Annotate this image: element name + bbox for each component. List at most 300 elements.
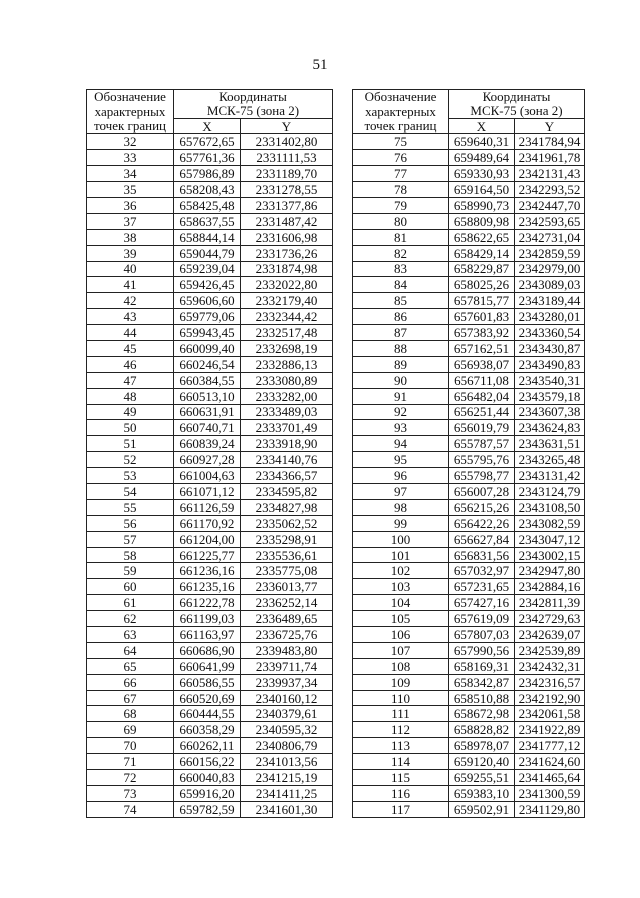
y-coordinate: 2331874,98 bbox=[241, 261, 333, 277]
x-coordinate: 660631,91 bbox=[174, 404, 241, 420]
table-row bbox=[353, 801, 585, 817]
table-row bbox=[87, 770, 333, 786]
table-row bbox=[87, 627, 333, 643]
y-coordinate: 2333489,03 bbox=[241, 404, 333, 420]
point-number: 55 bbox=[87, 499, 174, 515]
y-coordinate: 2336252,14 bbox=[241, 595, 333, 611]
y-coordinate: 2341777,12 bbox=[515, 738, 585, 754]
x-coordinate: 659779,06 bbox=[174, 309, 241, 325]
y-coordinate: 2343607,38 bbox=[515, 404, 585, 420]
y-coordinate: 2332344,42 bbox=[241, 309, 333, 325]
x-coordinate: 660641,99 bbox=[174, 658, 241, 674]
point-number: 108 bbox=[353, 658, 449, 674]
point-label-header: Обозначение характерных точек границ bbox=[87, 90, 174, 134]
table-row bbox=[87, 340, 333, 356]
y-coordinate: 2342729,63 bbox=[515, 611, 585, 627]
point-number: 38 bbox=[87, 229, 174, 245]
y-coordinate: 2343280,01 bbox=[515, 309, 585, 325]
x-coordinate: 659606,60 bbox=[174, 293, 241, 309]
y-coordinate: 2331377,86 bbox=[241, 197, 333, 213]
table-row bbox=[353, 372, 585, 388]
x-coordinate: 660740,71 bbox=[174, 420, 241, 436]
point-number: 53 bbox=[87, 468, 174, 484]
point-number: 114 bbox=[353, 754, 449, 770]
y-coordinate: 2333701,49 bbox=[241, 420, 333, 436]
table-row bbox=[87, 595, 333, 611]
y-coordinate: 2342432,31 bbox=[515, 658, 585, 674]
y-column-header: Y bbox=[241, 119, 333, 134]
x-coordinate: 661235,16 bbox=[174, 579, 241, 595]
table-row bbox=[353, 309, 585, 325]
y-coordinate: 2342539,89 bbox=[515, 642, 585, 658]
point-number: 64 bbox=[87, 642, 174, 658]
table-row bbox=[87, 579, 333, 595]
point-number: 100 bbox=[353, 531, 449, 547]
y-coordinate: 2343631,51 bbox=[515, 436, 585, 452]
point-number: 85 bbox=[353, 293, 449, 309]
x-coordinate: 659782,59 bbox=[174, 801, 241, 817]
table-row bbox=[87, 134, 333, 150]
x-coordinate: 656831,56 bbox=[449, 547, 515, 563]
point-number: 36 bbox=[87, 197, 174, 213]
y-coordinate: 2343082,59 bbox=[515, 515, 585, 531]
point-number: 34 bbox=[87, 166, 174, 182]
table-row bbox=[87, 801, 333, 817]
point-number: 40 bbox=[87, 261, 174, 277]
point-number: 79 bbox=[353, 197, 449, 213]
point-number: 102 bbox=[353, 563, 449, 579]
y-coordinate: 2342859,59 bbox=[515, 245, 585, 261]
table-row bbox=[353, 706, 585, 722]
point-number: 82 bbox=[353, 245, 449, 261]
x-coordinate: 660156,22 bbox=[174, 754, 241, 770]
point-number: 37 bbox=[87, 213, 174, 229]
y-coordinate: 2342293,52 bbox=[515, 182, 585, 198]
point-number: 94 bbox=[353, 436, 449, 452]
point-number: 84 bbox=[353, 277, 449, 293]
x-coordinate: 659489,64 bbox=[449, 150, 515, 166]
y-coordinate: 2343579,18 bbox=[515, 388, 585, 404]
table-row bbox=[353, 468, 585, 484]
table-row bbox=[353, 452, 585, 468]
y-coordinate: 2334827,98 bbox=[241, 499, 333, 515]
point-number: 110 bbox=[353, 690, 449, 706]
y-coordinate: 2340595,32 bbox=[241, 722, 333, 738]
table-body bbox=[353, 134, 585, 817]
point-number: 61 bbox=[87, 595, 174, 611]
x-coordinate: 660384,55 bbox=[174, 372, 241, 388]
point-number: 91 bbox=[353, 388, 449, 404]
point-number: 74 bbox=[87, 801, 174, 817]
table-row bbox=[353, 245, 585, 261]
y-coordinate: 2340379,61 bbox=[241, 706, 333, 722]
table-row bbox=[87, 229, 333, 245]
point-number: 109 bbox=[353, 674, 449, 690]
y-coordinate: 2339483,80 bbox=[241, 642, 333, 658]
y-coordinate: 2335062,52 bbox=[241, 515, 333, 531]
table-row bbox=[353, 547, 585, 563]
y-column-header: Y bbox=[515, 119, 585, 134]
table-row bbox=[353, 674, 585, 690]
x-coordinate: 656019,79 bbox=[449, 420, 515, 436]
point-number: 69 bbox=[87, 722, 174, 738]
table-row bbox=[87, 372, 333, 388]
point-number: 63 bbox=[87, 627, 174, 643]
x-coordinate: 660520,69 bbox=[174, 690, 241, 706]
x-coordinate: 658342,87 bbox=[449, 674, 515, 690]
y-coordinate: 2341961,78 bbox=[515, 150, 585, 166]
y-coordinate: 2331189,70 bbox=[241, 166, 333, 182]
point-number: 98 bbox=[353, 499, 449, 515]
y-coordinate: 2332022,80 bbox=[241, 277, 333, 293]
x-coordinate: 660686,90 bbox=[174, 642, 241, 658]
y-coordinate: 2333918,90 bbox=[241, 436, 333, 452]
table-row bbox=[353, 277, 585, 293]
table-row bbox=[87, 182, 333, 198]
table-row bbox=[353, 579, 585, 595]
x-column-header: X bbox=[174, 119, 241, 134]
y-coordinate: 2334140,76 bbox=[241, 452, 333, 468]
table-row bbox=[353, 642, 585, 658]
coordinates-table-left bbox=[86, 89, 333, 818]
x-coordinate: 661071,12 bbox=[174, 484, 241, 500]
x-coordinate: 660927,28 bbox=[174, 452, 241, 468]
table-row bbox=[353, 785, 585, 801]
table-row bbox=[87, 213, 333, 229]
table-row bbox=[87, 166, 333, 182]
table-row bbox=[87, 261, 333, 277]
table-row bbox=[353, 738, 585, 754]
x-coordinate: 661004,63 bbox=[174, 468, 241, 484]
x-coordinate: 658229,87 bbox=[449, 261, 515, 277]
point-number: 47 bbox=[87, 372, 174, 388]
x-coordinate: 659120,40 bbox=[449, 754, 515, 770]
table-row bbox=[353, 595, 585, 611]
x-coordinate: 658672,98 bbox=[449, 706, 515, 722]
x-coordinate: 658169,31 bbox=[449, 658, 515, 674]
x-coordinate: 657761,36 bbox=[174, 150, 241, 166]
table-row bbox=[87, 738, 333, 754]
y-coordinate: 2342947,80 bbox=[515, 563, 585, 579]
x-coordinate: 656251,44 bbox=[449, 404, 515, 420]
y-coordinate: 2342639,07 bbox=[515, 627, 585, 643]
x-coordinate: 660040,83 bbox=[174, 770, 241, 786]
x-coordinate: 658510,88 bbox=[449, 690, 515, 706]
table-row bbox=[353, 627, 585, 643]
x-coordinate: 656007,28 bbox=[449, 484, 515, 500]
point-number: 67 bbox=[87, 690, 174, 706]
x-coordinate: 658809,98 bbox=[449, 213, 515, 229]
x-coordinate: 658978,07 bbox=[449, 738, 515, 754]
table-row bbox=[87, 245, 333, 261]
y-coordinate: 2334366,57 bbox=[241, 468, 333, 484]
point-number: 75 bbox=[353, 134, 449, 150]
y-coordinate: 2335536,61 bbox=[241, 547, 333, 563]
y-coordinate: 2341624,60 bbox=[515, 754, 585, 770]
point-number: 93 bbox=[353, 420, 449, 436]
x-coordinate: 659044,79 bbox=[174, 245, 241, 261]
point-number: 56 bbox=[87, 515, 174, 531]
table-row bbox=[87, 388, 333, 404]
point-number: 80 bbox=[353, 213, 449, 229]
point-number: 87 bbox=[353, 325, 449, 341]
y-coordinate: 2341465,64 bbox=[515, 770, 585, 786]
point-number: 51 bbox=[87, 436, 174, 452]
table-row bbox=[87, 531, 333, 547]
y-coordinate: 2336013,77 bbox=[241, 579, 333, 595]
y-coordinate: 2342811,39 bbox=[515, 595, 585, 611]
point-number: 60 bbox=[87, 579, 174, 595]
point-number: 115 bbox=[353, 770, 449, 786]
point-label-header: Обозначение характерных точек границ bbox=[353, 90, 449, 134]
table-row bbox=[353, 499, 585, 515]
table-row bbox=[87, 658, 333, 674]
point-number: 107 bbox=[353, 642, 449, 658]
point-number: 112 bbox=[353, 722, 449, 738]
point-number: 103 bbox=[353, 579, 449, 595]
y-coordinate: 2335775,08 bbox=[241, 563, 333, 579]
y-coordinate: 2343131,42 bbox=[515, 468, 585, 484]
y-coordinate: 2343430,87 bbox=[515, 340, 585, 356]
y-coordinate: 2341601,30 bbox=[241, 801, 333, 817]
x-coordinate: 659383,10 bbox=[449, 785, 515, 801]
x-coordinate: 657990,56 bbox=[449, 642, 515, 658]
table-row bbox=[353, 197, 585, 213]
table-row bbox=[353, 404, 585, 420]
point-number: 105 bbox=[353, 611, 449, 627]
y-coordinate: 2331278,55 bbox=[241, 182, 333, 198]
y-coordinate: 2333080,89 bbox=[241, 372, 333, 388]
x-coordinate: 657231,65 bbox=[449, 579, 515, 595]
table-row bbox=[353, 515, 585, 531]
point-number: 117 bbox=[353, 801, 449, 817]
point-number: 73 bbox=[87, 785, 174, 801]
point-number: 89 bbox=[353, 356, 449, 372]
x-coordinate: 661204,00 bbox=[174, 531, 241, 547]
x-coordinate: 658990,73 bbox=[449, 197, 515, 213]
point-number: 54 bbox=[87, 484, 174, 500]
table-row bbox=[353, 563, 585, 579]
table-row bbox=[87, 706, 333, 722]
y-coordinate: 2342447,70 bbox=[515, 197, 585, 213]
y-coordinate: 2336725,76 bbox=[241, 627, 333, 643]
x-coordinate: 660839,24 bbox=[174, 436, 241, 452]
y-coordinate: 2342061,58 bbox=[515, 706, 585, 722]
y-coordinate: 2342979,00 bbox=[515, 261, 585, 277]
table-row bbox=[353, 770, 585, 786]
x-coordinate: 657601,83 bbox=[449, 309, 515, 325]
x-coordinate: 657807,03 bbox=[449, 627, 515, 643]
table-row bbox=[353, 325, 585, 341]
x-coordinate: 657619,09 bbox=[449, 611, 515, 627]
x-coordinate: 659164,50 bbox=[449, 182, 515, 198]
table-row bbox=[353, 531, 585, 547]
y-coordinate: 2342131,43 bbox=[515, 166, 585, 182]
point-number: 104 bbox=[353, 595, 449, 611]
y-coordinate: 2343124,79 bbox=[515, 484, 585, 500]
table-row bbox=[87, 754, 333, 770]
point-number: 77 bbox=[353, 166, 449, 182]
table-row bbox=[353, 213, 585, 229]
x-coordinate: 660246,54 bbox=[174, 356, 241, 372]
x-coordinate: 657032,97 bbox=[449, 563, 515, 579]
y-coordinate: 2335298,91 bbox=[241, 531, 333, 547]
x-coordinate: 656711,08 bbox=[449, 372, 515, 388]
point-number: 65 bbox=[87, 658, 174, 674]
x-coordinate: 657672,65 bbox=[174, 134, 241, 150]
y-coordinate: 2341013,56 bbox=[241, 754, 333, 770]
y-coordinate: 2336489,65 bbox=[241, 611, 333, 627]
x-coordinate: 659502,91 bbox=[449, 801, 515, 817]
x-coordinate: 660586,55 bbox=[174, 674, 241, 690]
y-coordinate: 2341215,19 bbox=[241, 770, 333, 786]
y-coordinate: 2332517,48 bbox=[241, 325, 333, 341]
y-coordinate: 2341411,25 bbox=[241, 785, 333, 801]
x-coordinate: 658429,14 bbox=[449, 245, 515, 261]
point-number: 72 bbox=[87, 770, 174, 786]
x-coordinate: 661225,77 bbox=[174, 547, 241, 563]
table-row bbox=[353, 166, 585, 182]
x-coordinate: 660262,11 bbox=[174, 738, 241, 754]
y-coordinate: 2331402,80 bbox=[241, 134, 333, 150]
table-row bbox=[353, 436, 585, 452]
point-number: 92 bbox=[353, 404, 449, 420]
table-row bbox=[87, 547, 333, 563]
point-number: 70 bbox=[87, 738, 174, 754]
point-number: 81 bbox=[353, 229, 449, 245]
table-row bbox=[353, 229, 585, 245]
y-coordinate: 2343540,31 bbox=[515, 372, 585, 388]
point-number: 97 bbox=[353, 484, 449, 500]
point-number: 46 bbox=[87, 356, 174, 372]
y-coordinate: 2341300,59 bbox=[515, 785, 585, 801]
x-coordinate: 659239,04 bbox=[174, 261, 241, 277]
point-number: 90 bbox=[353, 372, 449, 388]
y-coordinate: 2332179,40 bbox=[241, 293, 333, 309]
x-coordinate: 660513,10 bbox=[174, 388, 241, 404]
y-coordinate: 2343108,50 bbox=[515, 499, 585, 515]
x-coordinate: 659255,51 bbox=[449, 770, 515, 786]
table-row bbox=[87, 468, 333, 484]
x-coordinate: 659426,45 bbox=[174, 277, 241, 293]
table-row bbox=[87, 356, 333, 372]
y-coordinate: 2331606,98 bbox=[241, 229, 333, 245]
y-coordinate: 2331111,53 bbox=[241, 150, 333, 166]
table-row bbox=[87, 563, 333, 579]
table-row bbox=[87, 452, 333, 468]
x-coordinate: 658828,82 bbox=[449, 722, 515, 738]
table-row bbox=[353, 293, 585, 309]
y-coordinate: 2332886,13 bbox=[241, 356, 333, 372]
table-row bbox=[353, 722, 585, 738]
x-coordinate: 661163,97 bbox=[174, 627, 241, 643]
table-row bbox=[87, 436, 333, 452]
y-coordinate: 2342731,04 bbox=[515, 229, 585, 245]
table-row bbox=[353, 340, 585, 356]
point-number: 33 bbox=[87, 150, 174, 166]
table-row bbox=[353, 356, 585, 372]
point-number: 71 bbox=[87, 754, 174, 770]
y-coordinate: 2334595,82 bbox=[241, 484, 333, 500]
table-row bbox=[353, 690, 585, 706]
table-row bbox=[87, 785, 333, 801]
table-row bbox=[353, 754, 585, 770]
table-row bbox=[87, 325, 333, 341]
x-coordinate: 661222,78 bbox=[174, 595, 241, 611]
point-number: 59 bbox=[87, 563, 174, 579]
table-row bbox=[87, 674, 333, 690]
table-row bbox=[87, 484, 333, 500]
table-row bbox=[353, 658, 585, 674]
x-coordinate: 658844,14 bbox=[174, 229, 241, 245]
x-coordinate: 657815,77 bbox=[449, 293, 515, 309]
table-row bbox=[87, 722, 333, 738]
table-row bbox=[353, 420, 585, 436]
x-coordinate: 660444,55 bbox=[174, 706, 241, 722]
point-number: 58 bbox=[87, 547, 174, 563]
x-coordinate: 656627,84 bbox=[449, 531, 515, 547]
y-coordinate: 2342192,90 bbox=[515, 690, 585, 706]
x-coordinate: 658425,48 bbox=[174, 197, 241, 213]
point-number: 49 bbox=[87, 404, 174, 420]
x-coordinate: 657986,89 bbox=[174, 166, 241, 182]
x-coordinate: 657383,92 bbox=[449, 325, 515, 341]
coordinates-table-right bbox=[352, 89, 585, 818]
point-number: 106 bbox=[353, 627, 449, 643]
point-number: 43 bbox=[87, 309, 174, 325]
table-row bbox=[353, 611, 585, 627]
table-row bbox=[87, 690, 333, 706]
point-number: 86 bbox=[353, 309, 449, 325]
x-coordinate: 661199,03 bbox=[174, 611, 241, 627]
x-coordinate: 655795,76 bbox=[449, 452, 515, 468]
point-number: 52 bbox=[87, 452, 174, 468]
table-row bbox=[353, 261, 585, 277]
table-row bbox=[87, 150, 333, 166]
table-row bbox=[87, 420, 333, 436]
table-row bbox=[87, 404, 333, 420]
y-coordinate: 2342593,65 bbox=[515, 213, 585, 229]
y-coordinate: 2341129,80 bbox=[515, 801, 585, 817]
coordinates-header: Координаты МСК-75 (зона 2) bbox=[449, 90, 585, 119]
x-coordinate: 660358,29 bbox=[174, 722, 241, 738]
table-row bbox=[87, 515, 333, 531]
x-coordinate: 658637,55 bbox=[174, 213, 241, 229]
table-body bbox=[87, 134, 333, 817]
point-number: 35 bbox=[87, 182, 174, 198]
point-number: 44 bbox=[87, 325, 174, 341]
y-coordinate: 2343490,83 bbox=[515, 356, 585, 372]
point-number: 101 bbox=[353, 547, 449, 563]
x-coordinate: 658208,43 bbox=[174, 182, 241, 198]
x-coordinate: 659640,31 bbox=[449, 134, 515, 150]
x-coordinate: 656215,26 bbox=[449, 499, 515, 515]
x-coordinate: 655798,77 bbox=[449, 468, 515, 484]
point-number: 88 bbox=[353, 340, 449, 356]
table-row bbox=[87, 642, 333, 658]
y-coordinate: 2343265,48 bbox=[515, 452, 585, 468]
page-number: 51 bbox=[312, 57, 328, 73]
table-row bbox=[87, 499, 333, 515]
point-number: 76 bbox=[353, 150, 449, 166]
x-coordinate: 661236,16 bbox=[174, 563, 241, 579]
point-number: 50 bbox=[87, 420, 174, 436]
x-coordinate: 659916,20 bbox=[174, 785, 241, 801]
y-coordinate: 2339711,74 bbox=[241, 658, 333, 674]
x-coordinate: 660099,40 bbox=[174, 340, 241, 356]
y-coordinate: 2341784,94 bbox=[515, 134, 585, 150]
point-number: 116 bbox=[353, 785, 449, 801]
